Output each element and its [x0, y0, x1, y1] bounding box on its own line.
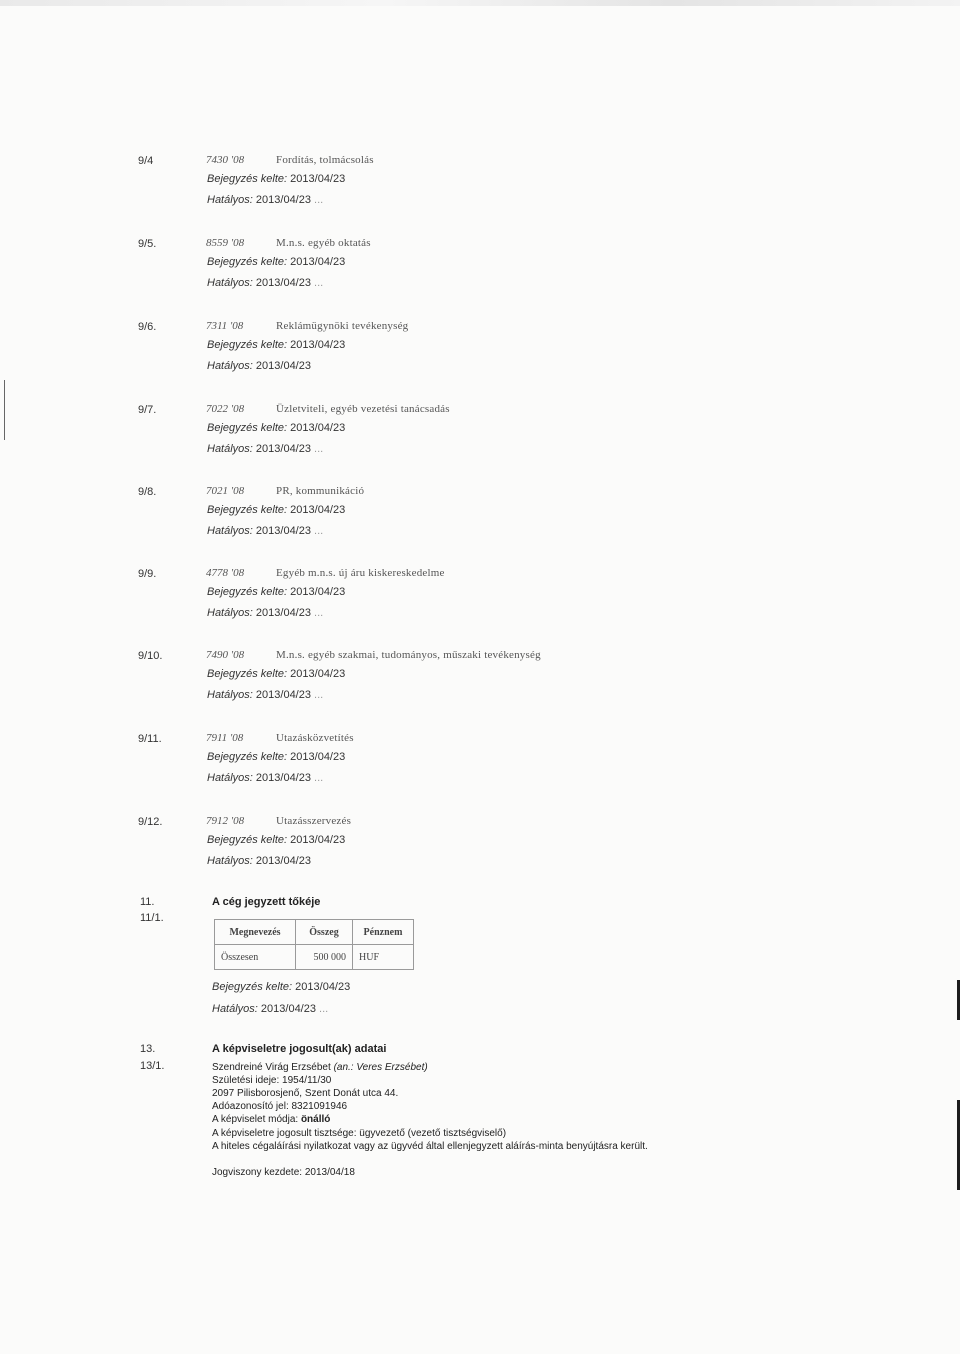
activity-name: Utazásszervezés — [276, 815, 352, 827]
cell-penznem: HUF — [353, 945, 414, 970]
activity-entry — [0, 816, 960, 882]
section-number: 13. — [140, 1043, 156, 1055]
entry-number: 9/8. — [138, 486, 157, 498]
entry-number: 9/11. — [138, 733, 162, 745]
entry-bejegyzes: Bejegyzés kelte: 2013/04/23 — [207, 173, 346, 185]
section-subnumber: 11/1. — [140, 912, 164, 924]
rep-mother-prefix: (an.: — [333, 1062, 354, 1073]
capital-table — [214, 919, 414, 970]
entry-hatalyos: Hatályos: 2013/04/23 ... — [207, 194, 324, 206]
entry-bejegyzes: Bejegyzés kelte: 2013/04/23 — [207, 504, 346, 516]
activity-name: Fordítás, tolmácsolás — [276, 154, 374, 166]
activity-name: Egyéb m.n.s. új áru kiskereskedelme — [276, 567, 445, 579]
activity-entry — [0, 486, 960, 552]
activity-code: 8559 '08 — [206, 237, 245, 249]
entry-bejegyzes: Bejegyzés kelte: 2013/04/23 — [207, 751, 346, 763]
activity-code: 7021 '08 — [206, 485, 245, 497]
cell-megnevezes: Összesen — [215, 945, 296, 970]
rep-name: Szendreiné Virág Erzsébet — [212, 1062, 331, 1073]
activity-code: 7912 '08 — [206, 815, 245, 827]
entry-hatalyos: Hatályos: 2013/04/23 ... — [207, 772, 324, 784]
rep-start: Jogviszony kezdete: 2013/04/18 — [212, 1167, 355, 1178]
rep-mode-label: A képviselet módja: — [212, 1114, 299, 1125]
rep-tax: Adóazonosító jel: 8321091946 — [212, 1101, 348, 1112]
activity-entry — [0, 155, 960, 221]
entry-number: 9/10. — [138, 650, 163, 662]
capital-bejegyzes: Bejegyzés kelte: 2013/04/23 — [212, 981, 351, 993]
activity-name: Üzletviteli, egyéb vezetési tanácsadás — [276, 403, 450, 415]
activity-entry — [0, 650, 960, 716]
entry-number: 9/7. — [138, 404, 157, 416]
entry-bejegyzes: Bejegyzés kelte: 2013/04/23 — [207, 668, 346, 680]
entry-bejegyzes: Bejegyzés kelte: 2013/04/23 — [207, 586, 346, 598]
activity-name: Reklámügynöki tevékenység — [276, 320, 409, 332]
entry-bejegyzes: Bejegyzés kelte: 2013/04/23 — [207, 339, 346, 351]
entry-hatalyos: Hatályos: 2013/04/23 ... — [207, 689, 324, 701]
activity-code: 7911 '08 — [206, 732, 244, 744]
activity-name: PR, kommunikáció — [276, 485, 365, 497]
rep-mode-line — [212, 1113, 330, 1126]
activity-code: 7490 '08 — [206, 649, 245, 661]
entry-hatalyos: Hatályos: 2013/04/23 — [207, 855, 311, 867]
activity-entry — [0, 733, 960, 799]
rep-position: A képviseletre jogosult tisztsége: ügyvezető (vezető tisztségviselő) — [212, 1128, 507, 1139]
section-title: A cég jegyzett tőkéje — [212, 896, 321, 908]
entry-number: 9/12. — [138, 816, 163, 828]
rep-birth: Születési ideje: 1954/11/30 — [212, 1075, 332, 1086]
rep-signature: A hiteles cégaláírási nyilatkozat vagy az ügyvéd által ellenjegyzett aláírás-minta benyújtásra került. — [212, 1141, 648, 1152]
entry-bejegyzes: Bejegyzés kelte: 2013/04/23 — [207, 256, 346, 268]
entry-bejegyzes: Bejegyzés kelte: 2013/04/23 — [207, 834, 346, 846]
section-number: 11. — [140, 896, 155, 908]
activity-name: M.n.s. egyéb oktatás — [276, 237, 371, 249]
header-osszeg: Összeg — [296, 920, 353, 945]
activity-code: 7022 '08 — [206, 403, 245, 415]
table-header-row — [215, 920, 414, 945]
rep-address: 2097 Pilisborosjenő, Szent Donát utca 44. — [212, 1088, 399, 1099]
rep-mode-value: önálló — [300, 1114, 331, 1125]
activity-code: 7311 '08 — [206, 320, 244, 332]
rep-mother-name: Veres Erzsébet) — [356, 1062, 428, 1073]
entry-hatalyos: Hatályos: 2013/04/23 ... — [207, 443, 324, 455]
cell-osszeg: 500 000 — [296, 945, 353, 970]
section-title: A képviseletre jogosult(ak) adatai — [212, 1043, 387, 1055]
entry-hatalyos: Hatályos: 2013/04/23 ... — [207, 607, 324, 619]
activity-entry — [0, 238, 960, 304]
table-row — [215, 945, 414, 970]
activity-code: 4778 '08 — [206, 567, 245, 579]
entry-hatalyos: Hatályos: 2013/04/23 ... — [207, 277, 324, 289]
entry-number: 9/5. — [138, 238, 157, 250]
activity-name: Utazásközvetítés — [276, 732, 354, 744]
entry-number: 9/4 — [138, 155, 154, 167]
entry-hatalyos: Hatályos: 2013/04/23 ... — [207, 525, 324, 537]
header-megnevezes: Megnevezés — [215, 920, 296, 945]
activity-entry — [0, 321, 960, 387]
scan-top-edge — [0, 0, 960, 6]
capital-hatalyos: Hatályos: 2013/04/23 ... — [212, 1003, 329, 1015]
activity-name: M.n.s. egyéb szakmai, tudományos, műszaki tevékenység — [276, 649, 541, 661]
entry-hatalyos: Hatályos: 2013/04/23 — [207, 360, 311, 372]
rep-name-line — [212, 1061, 428, 1074]
entry-number: 9/9. — [138, 568, 157, 580]
activity-code: 7430 '08 — [206, 154, 245, 166]
header-penznem: Pénznem — [353, 920, 414, 945]
entry-number: 9/6. — [138, 321, 157, 333]
entry-bejegyzes: Bejegyzés kelte: 2013/04/23 — [207, 422, 346, 434]
activity-entry — [0, 404, 960, 470]
activity-entry — [0, 568, 960, 634]
section-subnumber: 13/1. — [140, 1060, 165, 1072]
